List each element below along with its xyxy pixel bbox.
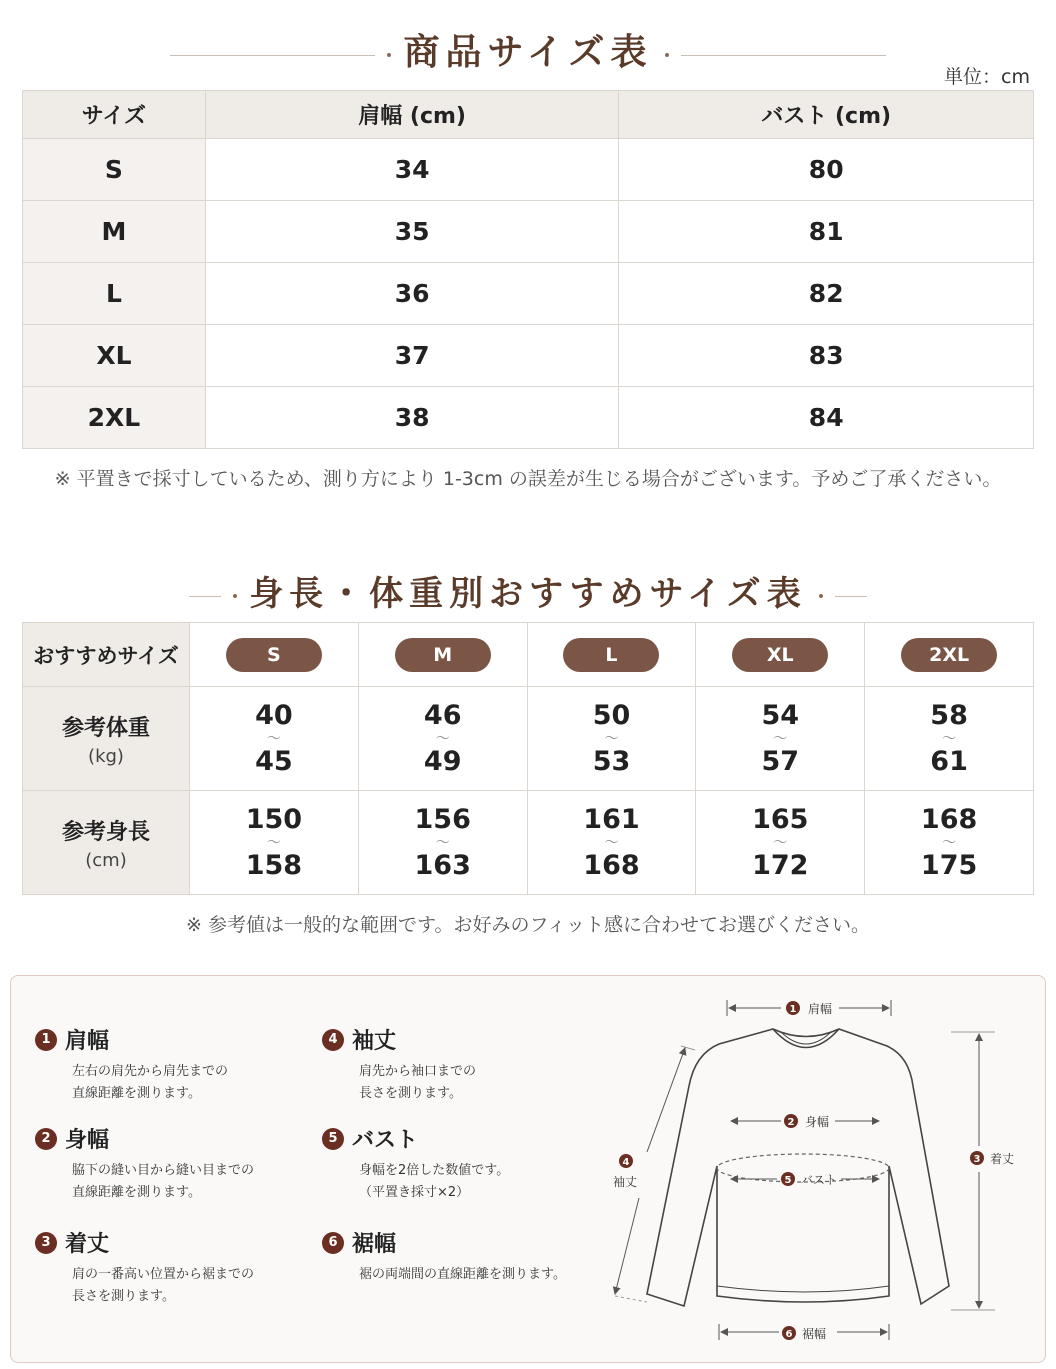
table-row [23,791,1034,895]
tilde: ～ [604,834,619,851]
weight-cell [527,687,696,791]
size-cell: L [23,263,206,325]
size-pill: 2XL [901,638,997,672]
weight-min: 54 [761,699,800,731]
title-divider-right [681,55,886,56]
height-label: 参考身長 [61,819,150,845]
table-row [23,387,1034,449]
weight-min: 46 [423,699,462,731]
bust-cell: 82 [619,263,1034,325]
table-row [23,201,1034,263]
col-header-bust: バスト (cm) [619,91,1034,139]
desc-line: 長さを測ります。 [359,1086,462,1101]
size-table-header [23,91,1034,139]
desc-line: 裾の両端間の直線距離を測ります。 [359,1267,566,1282]
shoulder-cell: 35 [205,201,619,263]
svg-text:4: 4 [622,1157,630,1168]
diagram-label-hem: 裾幅 [802,1327,827,1341]
weight-cell [190,687,359,791]
size-pill-cell [527,623,696,687]
size-cell: M [23,201,206,263]
title-dot [387,53,391,57]
recommend-table [22,622,1034,895]
height-cell [865,791,1034,895]
shirt-diagram [11,976,1045,1362]
height-min: 150 [245,803,303,835]
height-unit: (cm) [85,849,127,871]
diagram-label-bust: バスト [801,1173,838,1187]
table-row [23,623,1034,687]
desc-line: 直線距離を測ります。 [72,1086,201,1101]
desc-line: 脇下の縫い目から縫い目までの [72,1163,255,1178]
col-header-size: サイズ [23,91,206,139]
measurement-panel [10,975,1046,1363]
desc-line: 肩の一番高い位置から裾までの [72,1267,255,1282]
rec-size-label [23,623,190,687]
number-badge: 5 [322,1128,344,1150]
size-cell: S [23,139,206,201]
size-pill-cell [190,623,359,687]
tilde: ～ [773,834,788,851]
desc-line: 身幅を2倍した数値です。 [359,1163,510,1178]
size-chart-title-wrap [0,24,1056,75]
tilde: ～ [604,730,619,747]
measure-name: 袖丈 [352,1029,397,1054]
weight-cell [865,687,1034,791]
tilde: ～ [266,834,281,851]
tilde: ～ [942,834,957,851]
desc-line: 長さを測ります。 [72,1289,175,1304]
shoulder-cell: 37 [205,325,619,387]
svg-text:2: 2 [787,1117,795,1128]
desc-line: 直線距離を測ります。 [72,1185,201,1200]
desc-line: 左右の肩先から肩先までの [72,1064,229,1079]
size-chart-note: ※ 平置きで採寸しているため、測り方により 1-3cm の誤差が生じる場合がございます。予めご了承ください。 [54,468,1002,490]
weight-unit: (kg) [88,745,124,767]
bust-cell: 84 [619,387,1034,449]
table-row [23,325,1034,387]
weight-header [23,687,190,791]
weight-max: 57 [761,745,800,777]
title-dot [665,53,669,57]
title-divider-right [835,596,867,597]
weight-cell [696,687,865,791]
height-min: 161 [583,803,640,835]
tilde: ～ [942,730,957,747]
tilde: ～ [773,730,788,747]
title-divider-left [170,55,375,56]
table-row [23,687,1034,791]
weight-min: 58 [930,699,968,731]
height-min: 156 [414,803,471,835]
weight-min: 50 [592,699,631,731]
size-chart-title: 商品サイズ表 [403,31,653,73]
desc-line: 肩先から袖口までの [359,1064,477,1079]
col-header-shoulder: 肩幅 (cm) [205,91,619,139]
desc-line: （平置き採寸×2） [359,1185,470,1200]
number-badge: 1 [35,1029,57,1051]
size-table [22,90,1034,449]
rec-chart-title-wrap [0,566,1056,615]
tilde: ～ [435,730,450,747]
svg-text:3: 3 [973,1154,981,1165]
number-badge: 2 [35,1128,57,1150]
measure-name: 身幅 [65,1128,110,1153]
height-max: 172 [752,849,809,881]
table-row [23,263,1034,325]
height-max: 168 [583,849,640,881]
tilde: ～ [266,730,281,747]
size-pill-cell [865,623,1034,687]
height-max: 163 [414,849,471,881]
bust-cell: 81 [619,201,1034,263]
size-cell: XL [23,325,206,387]
rec-chart-title: 身長・体重別おすすめサイズ表 [249,574,807,614]
height-cell [190,791,359,895]
rec-chart-note: ※ 参考値は一般的な範囲です。お好みのフィット感に合わせてお選びください。 [186,914,870,936]
size-pill: XL [732,638,828,672]
svg-text:6: 6 [785,1329,793,1340]
weight-label: 参考体重 [61,715,150,741]
weight-max: 49 [423,745,462,777]
weight-max: 53 [592,745,631,777]
height-min: 168 [920,803,978,835]
table-row [23,139,1034,201]
diagram-label-shoulder: 肩幅 [808,1002,833,1016]
size-pill-cell [358,623,527,687]
svg-text:5: 5 [784,1175,792,1186]
diagram-label-length: 着丈 [990,1152,1015,1166]
size-pill-cell [696,623,865,687]
diagram-label-sleeve: 袖丈 [612,1175,638,1189]
height-min: 165 [752,803,809,835]
diagram-label-body: 身幅 [805,1115,830,1129]
measure-name: 裾幅 [352,1232,397,1257]
shoulder-cell: 38 [205,387,619,449]
shoulder-cell: 36 [205,263,619,325]
size-cell: 2XL [23,387,206,449]
weight-max: 61 [930,745,968,777]
size-pill: M [395,638,491,672]
tilde: ～ [435,834,450,851]
number-badge: 3 [35,1232,57,1254]
size-pill: S [226,638,322,672]
weight-cell [358,687,527,791]
height-max: 175 [920,849,978,881]
unit-label: 単位：cm [944,66,1030,88]
bust-cell: 83 [619,325,1034,387]
svg-text:1: 1 [789,1004,797,1015]
title-dot [819,594,823,598]
measure-name: バスト [352,1128,419,1153]
title-dot [233,594,237,598]
measure-name: 肩幅 [65,1029,110,1054]
height-cell [527,791,696,895]
number-badge: 4 [322,1029,344,1051]
height-cell [358,791,527,895]
measure-name: 着丈 [65,1232,110,1257]
height-cell [696,791,865,895]
shoulder-cell: 34 [205,139,619,201]
bust-cell: 80 [619,139,1034,201]
rec-size-label-text: おすすめサイズ [33,643,179,668]
number-badge: 6 [322,1232,344,1254]
weight-min: 40 [255,699,293,731]
weight-max: 45 [255,745,293,777]
title-divider-left [189,596,221,597]
height-max: 158 [245,849,303,881]
size-pill: L [563,638,659,672]
height-header [23,791,190,895]
shirt-outline [647,1029,949,1306]
